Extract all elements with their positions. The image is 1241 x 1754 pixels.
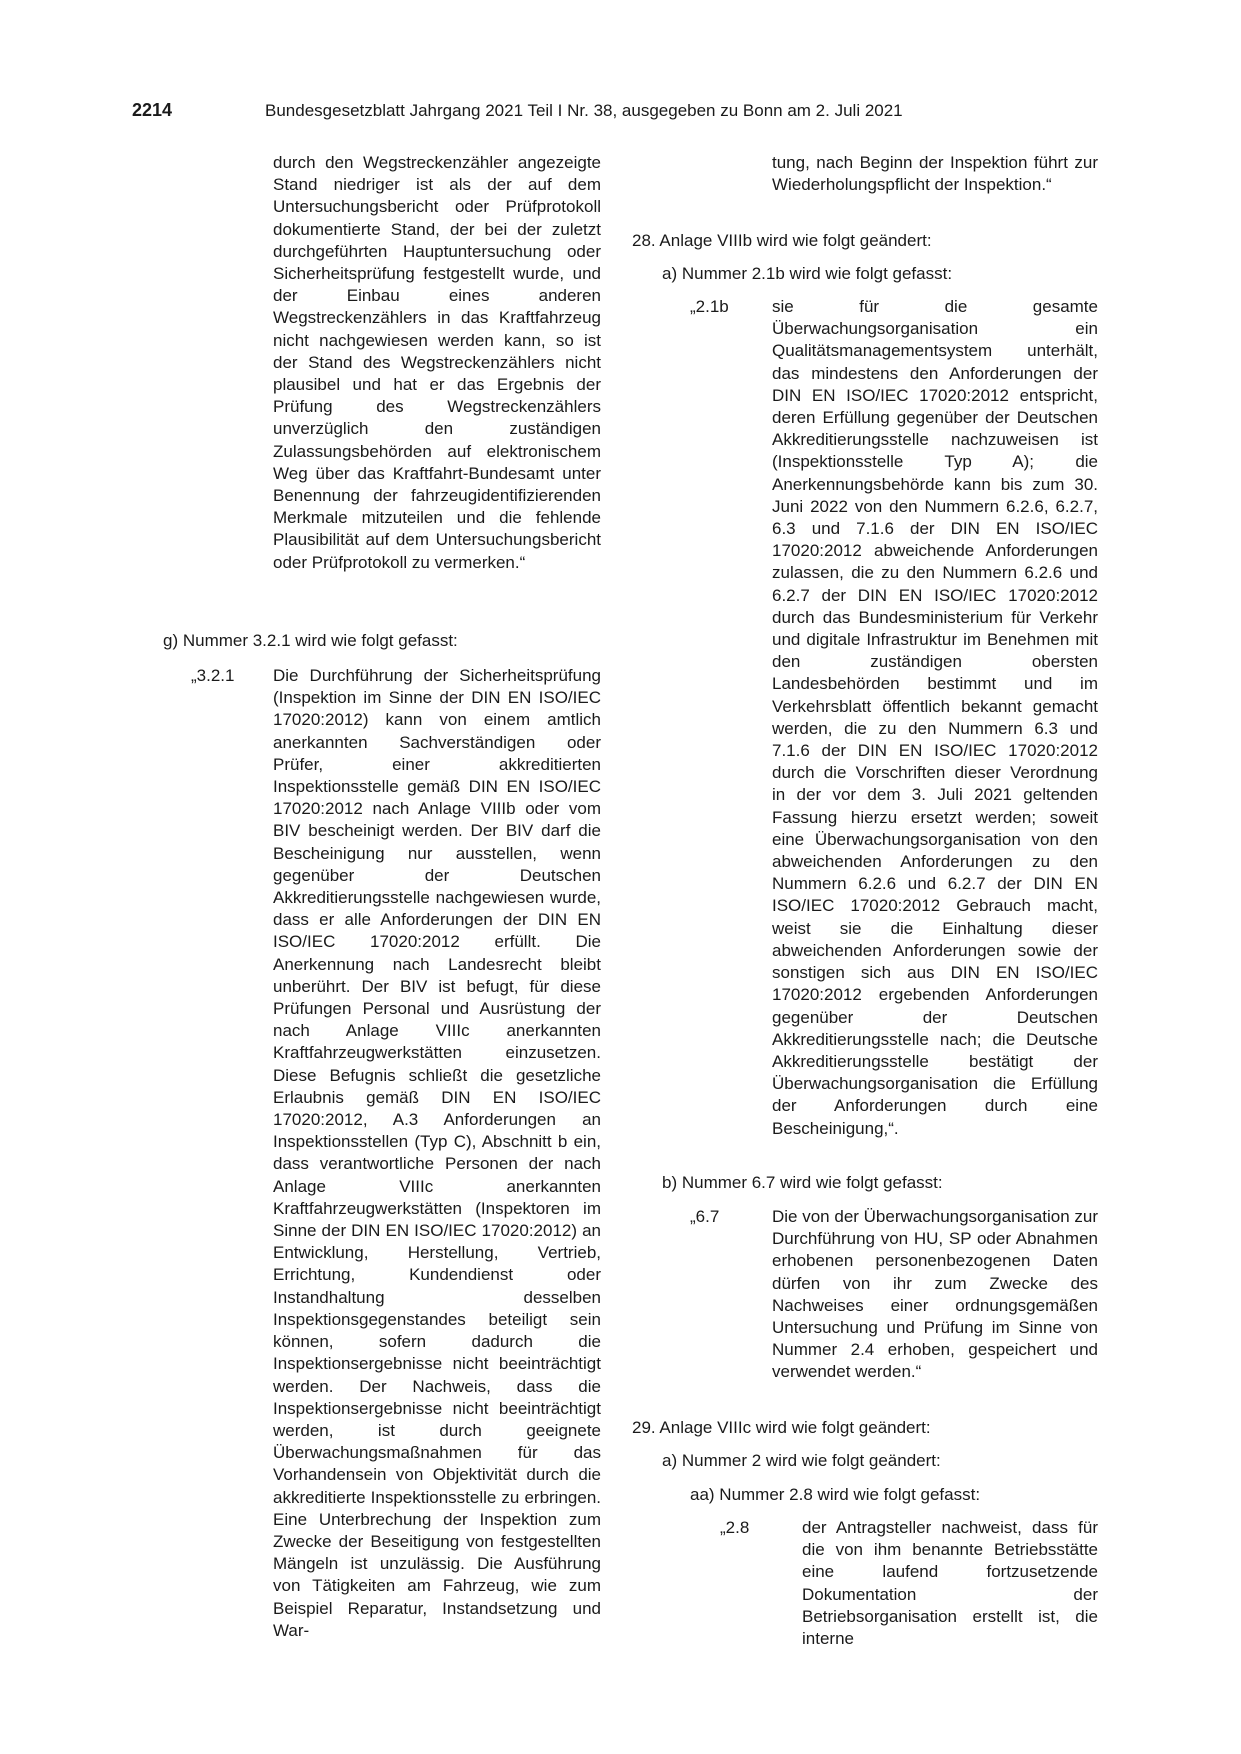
item-2-1b-label: „2.1b <box>690 297 729 316</box>
gazette-title: Bundesgesetzblatt Jahrgang 2021 Teil I Nr. 38, ausgegeben zu Bonn am 2. Juli 2021 <box>265 101 903 120</box>
item-28-heading: 28. Anlage VIIIb wird wie folgt geändert: <box>632 231 932 250</box>
item-6-7-label: „6.7 <box>690 1207 720 1226</box>
item-6-7-text: Die von der Überwachungsorganisation zur Durchführung von HU, SP oder Abnahmen erhobenen personenbezogenen Daten dürfen von ihr zum Zwecke des Nachweises einer ordnungsgemäßen Untersuchung und Prüfung im Sinne von Nummer 2.4 erhoben, gespeichert und verwendet werden.“ <box>772 1207 1099 1382</box>
item-29-heading: 29. Anlage VIIIc wird wie folgt geändert: <box>632 1418 931 1437</box>
item-28-b-heading: b) Nummer 6.7 wird wie folgt gefasst: <box>662 1173 943 1192</box>
item-3-2-1-label: „3.2.1 <box>191 666 235 685</box>
item-2-8-text: der Antragsteller nachweist, dass für die von ihm benannte Betriebsstätte eine laufend fortzusetzende Dokumentation der Betriebsorganisation erstellt ist, die interne <box>802 1518 1098 1649</box>
item-28-a-heading: a) Nummer 2.1b wird wie folgt gefasst: <box>662 264 953 283</box>
page-number: 2214 <box>132 100 173 120</box>
item-3-2-1-text: Die Durchführung der Sicherheitsprüfung (Inspektion im Sinne der DIN EN ISO/IEC 17020:2012) kann von einem amtlich anerkannten Sachverständigen oder Prüfer, einer akkreditierten Inspektionsstelle gemäß DIN EN ISO/IEC 17020:2012 nach Anlage VIIIb oder vom BIV bescheinigt werden. Der BIV darf die Bescheinigung nur ausstellen, wenn gegenüber der Deutschen Akkreditierungsstelle nachgewiesen wurde, dass er alle Anforderungen der DIN EN ISO/IEC 17020:2012 erfüllt. Die Anerkennung nach Landesrecht bleibt unberührt. Der BIV ist befugt, für diese Prüfungen Personal und Ausrüstung der nach Anlage VIIIc anerkannten Kraftfahrzeugwerkstätten einzusetzen. Diese Befugnis schließt die gesetzliche Erlaubnis gemäß DIN EN ISO/IEC 17020:2012, A.3 Anforderungen an Inspektionsstellen (Typ C), Abschnitt b ein, dass verantwortliche Personen der nach Anlage VIIIc anerkannten Kraftfahrzeugwerkstätten (Inspektoren im Sinne der DIN EN ISO/IEC 17020:2012) an Entwicklung, Herstellung, Vertrieb, Errichtung, Kundendienst oder Instandhaltung desselben Inspektionsgegenstandes beteiligt sein können, sofern dadurch die Inspektionsergebnisse nicht beeinträchtigt werden. Der Nachweis, dass die Inspektionsergebnisse nicht beeinträchtigt werden, ist durch geeignete Überwachungsmaßnahmen für das Vorhandensein von Objektivität durch die akkreditierte Inspektionsstelle zu erbringen. Eine Unterbrechung der Inspektion zum Zwecke der Beseitigung von festgestellten Mängeln ist unzulässig. Die Ausführung von Tätigkeiten am Fahrzeug, wie zum Beispiel Reparatur, Instandsetzung und War- <box>273 666 601 1640</box>
item-29-aa-heading: aa) Nummer 2.8 wird wie folgt gefasst: <box>690 1485 981 1504</box>
item-29-a-heading: a) Nummer 2 wird wie folgt geändert: <box>662 1451 941 1470</box>
item-g-heading: g) Nummer 3.2.1 wird wie folgt gefasst: <box>163 631 458 650</box>
item-2-8-label: „2.8 <box>720 1518 750 1537</box>
continued-paragraph: durch den Wegstreckenzähler angezeigte Stand niedriger ist als der auf dem Untersuchungsbericht oder Prüfprotokoll dokumentierte Stand, der bei der zuletzt durchgeführten Hauptuntersuchung oder Sicherheitsprüfung festgestellt wurde, und der Einbau eines anderen Wegstreckenzählers in das Kraftfahrzeug nicht nachgewiesen werden kann, so ist der Stand des Wegstreckenzählers nicht plausibel und hat er das Ergebnis der Prüfung des Wegstreckenzählers unverzüglich den zuständigen Zulassungsbehörden auf elektronischem Weg über das Kraftfahrt-Bundesamt unter Benennung der fahrzeugidentifizierenden Merkmale mitzuteilen und die fehlende Plausibilität auf dem Untersuchungsbericht oder Prüfprotokoll zu vermerken.“ <box>273 153 601 572</box>
continued-paragraph-right: tung, nach Beginn der Inspektion führt zur Wiederholungspflicht der Inspektion.“ <box>772 153 1098 195</box>
item-2-1b-text: sie für die gesamte Überwachungsorganisation ein Qualitätsmanagementsystem unterhält, das mindestens den Anforderungen der DIN EN ISO/IEC 17020:2012 entspricht, deren Erfüllung gegenüber der Deutschen Akkreditierungsstelle nachzuweisen ist (Inspektionsstelle Typ A); die Anerkennungsbehörde kann bis zum 30. Juni 2022 von den Nummern 6.2.6, 6.2.7, 6.3 und 7.1.6 der DIN EN ISO/IEC 17020:2012 abweichende Anforderungen zulassen, die zu den Nummern 6.2.6 und 6.2.7 der DIN EN ISO/IEC 17020:2012 durch das Bundesministerium für Verkehr und digitale Infrastruktur im Benehmen mit den zuständigen obersten Landesbehörden bestimmt und im Verkehrsblatt öffentlich bekannt gemacht werden, die zu den Nummern 6.3 und 7.1.6 der DIN EN ISO/IEC 17020:2012 durch die Vorschriften dieser Verordnung in der vor dem 3. Juli 2021 geltenden Fassung hierzu ersetzt werden; soweit eine Überwachungsorganisation von den abweichenden Anforderungen zu den Nummern 6.2.6 und 6.2.7 der DIN EN ISO/IEC 17020:2012 Gebrauch macht, weist sie die Einhaltung dieser abweichenden Anforderungen sowie der sonstigen sich aus DIN EN ISO/IEC 17020:2012 ergebenden Anforderungen gegenüber der Deutschen Akkreditierungsstelle nach; die Deutsche Akkreditierungsstelle bestätigt der Überwachungsorganisation die Erfüllung der Anforderungen durch eine Bescheinigung,“. <box>772 297 1098 1138</box>
